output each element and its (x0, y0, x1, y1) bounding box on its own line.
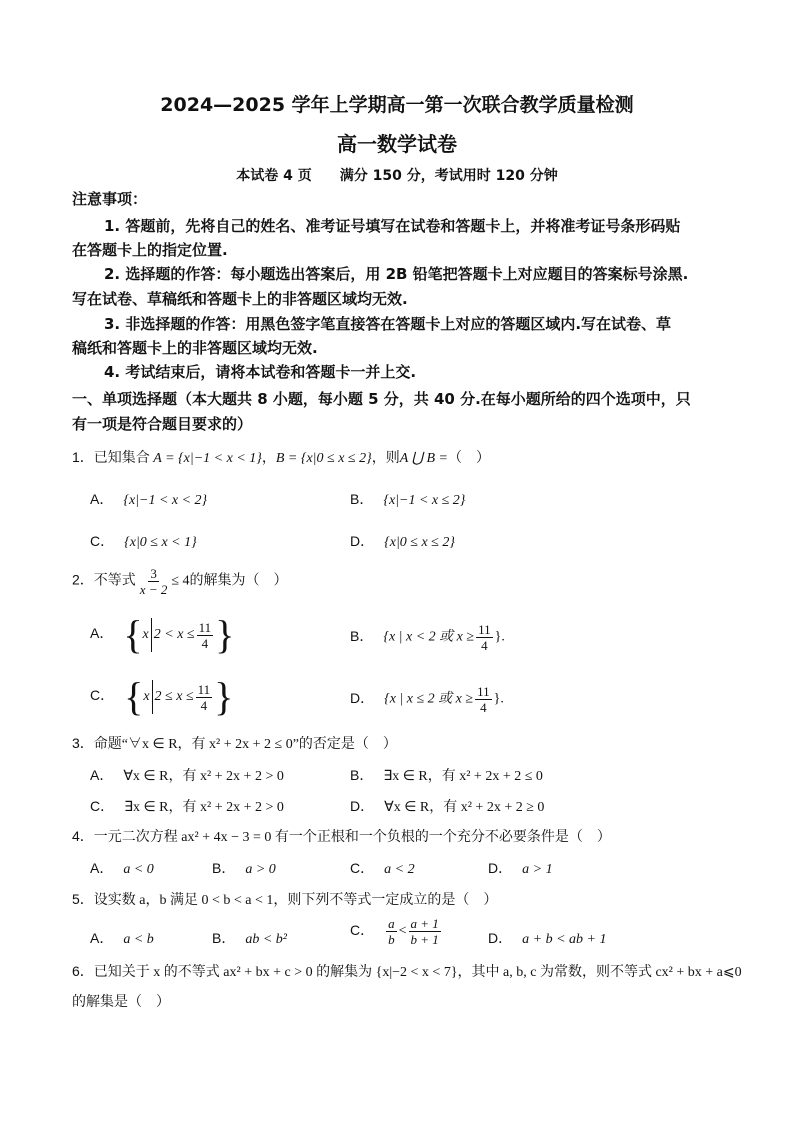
exam-subtitle: 高一数学试卷 (337, 132, 457, 156)
question-5-option-b: B． ab < b² (212, 930, 287, 947)
section-1-heading-cont: 有一项是符合题目要求的） (72, 415, 253, 433)
question-5-stem: 5．设实数 a，b 满足 0 < b < a < 1，则下列不等式一定成立的是（ ） (72, 891, 498, 908)
exam-title: 2024—2025 学年上学期高一第一次联合教学质量检测 (160, 94, 634, 116)
question-5-option-c: C． $\frac{a}{b}$ < $\frac{a + 1}{b + 1}$ (350, 916, 439, 947)
section-1-heading: 一、单项选择题（本大题共 8 小题，每小题 5 分，共 40 分.在每小题所给的四个选项中，只 (72, 390, 691, 408)
note-2-line-2: 写在试卷、草稿纸和答题卡上的非答题区域均无效. (72, 290, 408, 308)
question-1-option-b: B． {x|−1 < x ≤ 2} (350, 491, 466, 508)
question-5-option-d: D． a + b < ab + 1 (488, 930, 607, 947)
question-1-option-d: D． {x|0 ≤ x ≤ 2} (350, 533, 455, 550)
notes-label: 注意事项： (72, 190, 148, 208)
question-2-stem: 2．不等式 $\frac{3}{x - 2}$ ≤ 4的解集为（ ） (72, 566, 288, 597)
question-3-option-b: B． ∃x ∈ R，有 x² + 2x + 2 ≤ 0 (350, 767, 543, 784)
question-4-option-d: D． a > 1 (488, 860, 553, 877)
note-2-line-1: 2. 选择题的作答：每小题选出答案后，用 2B 铅笔把答题卡上对应题目的答案标号涂黑. (104, 265, 689, 283)
question-1-option-a: A． {x|−1 < x < 2} (90, 491, 208, 508)
question-3-option-c: C． ∃x ∈ R，有 x² + 2x + 2 > 0 (90, 798, 284, 815)
question-2-option-a: A． {x 2 < x ≤ $\frac{11}{4}$ } (90, 612, 235, 657)
question-5-option-a: A． a < b (90, 930, 154, 947)
fraction: $\frac{11}{4}$ (477, 684, 490, 715)
question-6-stem: 6．已知关于 x 的不等式 ax² + bx + c > 0 的解集为 {x|−2 < x < 7}，其中 a, b, c 为常数，则不等式 cx² + bx + a⩽0 (72, 963, 742, 980)
question-2-option-d: D． {x | x ≤ 2 或 x ≥ $\frac{11}{4}$ }. (350, 684, 504, 715)
note-3-line-1: 3. 非选择题的作答：用黑色签字笔直接答在答题卡上对应的答题区域内.写在试卷、草 (104, 315, 672, 333)
note-1-line-2: 在答题卡上的指定位置. (72, 241, 228, 259)
question-3-stem: 3．命题“∀x ∈ R，有 x² + 2x + 2 ≤ 0”的否定是（ ） (72, 735, 397, 752)
fraction: $\frac{11}{4}$ (197, 681, 211, 713)
question-3-option-d: D． ∀x ∈ R，有 x² + 2x + 2 ≥ 0 (350, 798, 545, 815)
fraction: $\frac{11}{4}$ (478, 622, 491, 653)
question-4-option-c: C． a < 2 (350, 860, 415, 877)
fraction: $\frac{3}{x - 2}$ (139, 566, 168, 597)
question-6-stem-cont: 的解集是（ ） (72, 995, 170, 1010)
question-3-option-a: A． ∀x ∈ R，有 x² + 2x + 2 > 0 (90, 767, 284, 784)
question-2-option-b: B． {x | x < 2 或 x ≥ $\frac{11}{4}$ }. (350, 622, 505, 653)
question-4-option-a: A． a < 0 (90, 860, 154, 877)
question-1-option-c: C． {x|0 ≤ x < 1} (90, 533, 197, 550)
question-4-stem: 4．一元二次方程 ax² + 4x − 3 = 0 有一个正根和一个负根的一个充分不必要条件是（ ） (72, 828, 611, 845)
question-1-stem: 1．已知集合 A = {x|−1 < x < 1}，B = {x|0 ≤ x ≤ 2}，则A ⋃ B =（ ） (72, 449, 490, 466)
question-4-option-b: B． a > 0 (212, 860, 276, 877)
exam-info: 本试卷 4 页 满分 150 分，考试用时 120 分钟 (236, 168, 558, 184)
fraction: $\frac{11}{4}$ (198, 619, 212, 651)
note-4: 4. 考试结束后，请将本试卷和答题卡一并上交. (104, 363, 417, 381)
fraction: $\frac{a + 1}{b + 1}$ (410, 916, 439, 947)
question-2-option-c: C． {x 2 ≤ x ≤ $\frac{11}{4}$ } (90, 674, 234, 719)
note-1-line-1: 1. 答题前，先将自己的姓名、准考证号填写在试卷和答题卡上，并将准考证号条形码贴 (104, 217, 681, 235)
note-3-line-2: 稿纸和答题卡上的非答题区域均无效. (72, 339, 318, 357)
fraction: $\frac{a}{b}$ (388, 916, 395, 947)
set-a: A = {x|−1 < x < 1} (153, 451, 262, 466)
set-b: B = {x|0 ≤ x ≤ 2} (275, 451, 372, 466)
